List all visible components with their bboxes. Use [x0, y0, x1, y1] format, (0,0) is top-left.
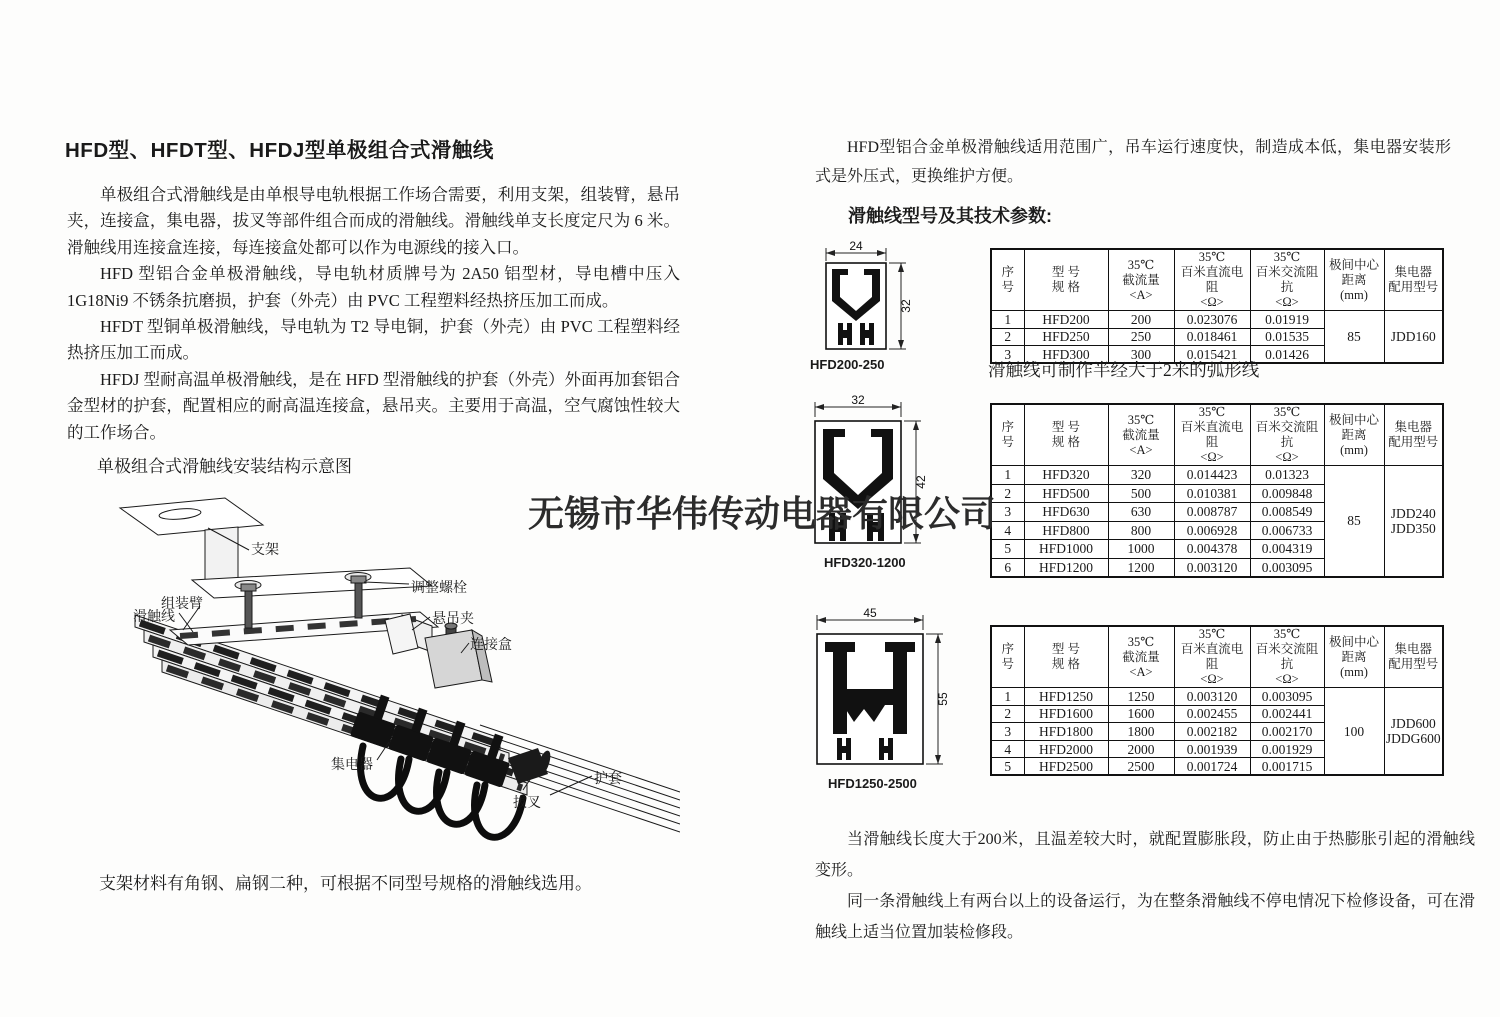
- paragraph: 单极组合式滑触线是由单根导电轨根据工作场合需要，利用支架，组装臂，悬吊夹，连接盒，集电器，拔叉等部件组合而成的滑触线。滑触线单支长度定尺为 6 米。滑触线用连接盒连接，每连接盒处都可以作为电源线的接入口。: [67, 185, 680, 257]
- table-row: [991, 688, 1443, 706]
- table-cell: HFD1800: [1024, 723, 1108, 741]
- table-cell: 0.002441: [1250, 705, 1324, 723]
- table-cell: HFD250: [1024, 328, 1108, 346]
- table-cell: 0.002455: [1174, 705, 1250, 723]
- column-header: 集电器 配用型号: [1384, 626, 1443, 688]
- table-row: [991, 311, 1443, 329]
- column-header: 序 号: [991, 626, 1024, 688]
- column-header: 集电器 配用型号: [1384, 249, 1443, 311]
- table-cell: 0.014423: [1174, 466, 1250, 485]
- profile-caption: HFD200-250: [810, 357, 885, 372]
- collector-model-cell: JDD160: [1384, 311, 1443, 364]
- table-cell: 1: [991, 688, 1024, 706]
- table-cell: HFD300: [1024, 346, 1108, 364]
- spec-table: [990, 248, 1444, 364]
- column-header: 35℃ 截流量 <A>: [1108, 626, 1174, 688]
- table-cell: 0.001939: [1174, 740, 1250, 758]
- label-junction-box: 连接盒: [470, 638, 512, 653]
- table-cell: 2: [991, 705, 1024, 723]
- table-cell: 0.01323: [1250, 466, 1324, 485]
- column-header: 序 号: [991, 404, 1024, 466]
- column-header: 35℃ 百米交流阻抗 <Ω>: [1250, 626, 1324, 688]
- table-cell: HFD800: [1024, 521, 1108, 540]
- column-header: 35℃ 百米交流阻抗 <Ω>: [1250, 249, 1324, 311]
- section-heading: 滑触线型号及其技术参数:: [848, 206, 1052, 226]
- table-cell: HFD200: [1024, 311, 1108, 329]
- table-cell: 0.001929: [1250, 740, 1324, 758]
- label-collector: 集电器: [331, 758, 373, 773]
- table-cell: 1800: [1108, 723, 1174, 741]
- diagram-title: 单极组合式滑触线安装结构示意图: [97, 457, 352, 476]
- table-cell: 1600: [1108, 705, 1174, 723]
- table-cell: 200: [1108, 311, 1174, 329]
- installation-diagram: [80, 480, 680, 910]
- paragraph: HFDJ 型耐高温单极滑触线，是在 HFD 型滑触线的护套（外壳）外面再加套铝合金型材的护套，配置相应的耐高温连接盒，悬吊夹。主要用于高温，空气腐蚀性较大的工作场合。: [67, 369, 680, 442]
- table-cell: 0.009848: [1250, 484, 1324, 503]
- table-cell: 1: [991, 466, 1024, 485]
- column-header: 35℃ 百米直流电阻 <Ω>: [1174, 249, 1250, 311]
- column-header: 极间中心 距离 (mm): [1324, 626, 1384, 688]
- spec-table-hfd200-300: [990, 248, 1444, 364]
- table-cell: 0.001715: [1250, 758, 1324, 776]
- table-cell: 1200: [1108, 558, 1174, 577]
- column-header: 35℃ 百米直流电阻 <Ω>: [1174, 626, 1250, 688]
- table-cell: 4: [991, 521, 1024, 540]
- table-cell: 3: [991, 723, 1024, 741]
- column-header: 序 号: [991, 249, 1024, 311]
- label-support-bracket: 支架: [251, 543, 279, 558]
- spec-table: [990, 403, 1444, 578]
- dim-height: 32: [899, 299, 913, 313]
- table-cell: 0.008549: [1250, 503, 1324, 522]
- table-cell: 2: [991, 328, 1024, 346]
- column-header: 型 号 规 格: [1024, 626, 1108, 688]
- label-fork: 拔叉: [513, 796, 541, 811]
- table-cell: 0.023076: [1174, 311, 1250, 329]
- table-cell: 1: [991, 311, 1024, 329]
- table-cell: 320: [1108, 466, 1174, 485]
- table-cell: 300: [1108, 346, 1174, 364]
- table-cell: HFD1000: [1024, 540, 1108, 559]
- profile-caption: HFD1250-2500: [828, 776, 917, 791]
- profile-caption: HFD320-1200: [824, 555, 906, 570]
- dim-height: 42: [914, 475, 928, 489]
- collector-model-cell: JDD240 JDD350: [1384, 466, 1443, 577]
- right-intro-block: [815, 133, 1451, 191]
- table-cell: 0.01426: [1250, 346, 1324, 364]
- table-cell: 2500: [1108, 758, 1174, 776]
- page-title: HFD型、HFDT型、HFDJ型单极组合式滑触线: [65, 139, 494, 162]
- table-cell: 0.008787: [1174, 503, 1250, 522]
- table-cell: HFD630: [1024, 503, 1108, 522]
- dim-width: 24: [849, 241, 863, 253]
- column-header: 型 号 规 格: [1024, 249, 1108, 311]
- paragraph: 同一条滑触线上有两台以上的设备运行，为在整条滑触线不停电情况下检修设备，可在滑触线上适当位置加装检修段。: [815, 893, 1475, 941]
- table-cell: HFD1250: [1024, 688, 1108, 706]
- table-cell: 630: [1108, 503, 1174, 522]
- table-cell: 0.003120: [1174, 558, 1250, 577]
- table-cell: HFD2000: [1024, 740, 1108, 758]
- profile-drawing-hfd1250-2500: [795, 604, 995, 772]
- table-cell: 1250: [1108, 688, 1174, 706]
- column-header: 集电器 配用型号: [1384, 404, 1443, 466]
- pole-distance-cell: 85: [1324, 311, 1384, 364]
- paragraph: 当滑触线长度大于200米，且温差较大时，就配置膨胀段，防止由于热膨胀引起的滑触线变形。: [815, 831, 1475, 879]
- right-bottom-block: [815, 824, 1475, 948]
- table-row: [991, 466, 1443, 485]
- label-suspension-clamp: 悬吊夹: [432, 612, 474, 627]
- table-cell: 0.003095: [1250, 688, 1324, 706]
- table-cell: HFD500: [1024, 484, 1108, 503]
- table-cell: HFD2500: [1024, 758, 1108, 776]
- spec-table-hfd320-1200: [990, 403, 1444, 578]
- table-cell: 0.002182: [1174, 723, 1250, 741]
- paragraph: HFD 型铝合金单极滑触线，导电轨材质牌号为 2A50 铝型材，导电槽中压入 1G18Ni9 不锈条抗磨损，护套（外壳）由 PVC 工程塑料经热挤压加工而成。: [67, 264, 680, 310]
- table-cell: 0.01919: [1250, 311, 1324, 329]
- table-cell: 0.006733: [1250, 521, 1324, 540]
- table-cell: 800: [1108, 521, 1174, 540]
- table-cell: 0.006928: [1174, 521, 1250, 540]
- arc-note: 滑触线可制作半经大于2米的弧形线: [988, 360, 1260, 380]
- support-material-note: 支架材料有角钢、扁钢二种，可根据不同型号规格的滑触线选用。: [99, 874, 592, 893]
- column-header: 极间中心 距离 (mm): [1324, 249, 1384, 311]
- table-cell: 2000: [1108, 740, 1174, 758]
- table-cell: 0.018461: [1174, 328, 1250, 346]
- company-watermark: 无锡市华伟传动电器有限公司: [528, 494, 997, 534]
- table-cell: 6: [991, 558, 1024, 577]
- table-cell: 5: [991, 758, 1024, 776]
- column-header: 型 号 规 格: [1024, 404, 1108, 466]
- table-cell: 5: [991, 540, 1024, 559]
- spec-table-hfd1250-2500: [990, 625, 1444, 776]
- table-cell: 2: [991, 484, 1024, 503]
- pole-distance-cell: 100: [1324, 688, 1384, 776]
- table-cell: 0.004378: [1174, 540, 1250, 559]
- paragraph: HFD型铝合金单极滑触线适用范围广，吊车运行速度快，制造成本低，集电器安装形式是外压式，更换维护方便。: [815, 139, 1451, 185]
- dim-width: 45: [863, 606, 877, 620]
- table-cell: 3: [991, 346, 1024, 364]
- table-cell: 500: [1108, 484, 1174, 503]
- table-cell: 0.003095: [1250, 558, 1324, 577]
- pole-distance-cell: 85: [1324, 466, 1384, 577]
- label-adjust-bolt: 调整螺栓: [411, 581, 467, 596]
- table-cell: HFD320: [1024, 466, 1108, 485]
- dim-height: 55: [936, 692, 950, 706]
- table-cell: HFD1200: [1024, 558, 1108, 577]
- table-cell: 4: [991, 740, 1024, 758]
- column-header: 35℃ 百米交流阻抗 <Ω>: [1250, 404, 1324, 466]
- table-cell: 0.001724: [1174, 758, 1250, 776]
- paragraph: HFDT 型铜单极滑触线，导电轨为 T2 导电铜，护套（外壳）由 PVC 工程塑料经热挤压加工而成。: [67, 317, 680, 363]
- table-cell: 3: [991, 503, 1024, 522]
- column-header: 35℃ 截流量 <A>: [1108, 249, 1174, 311]
- table-cell: 0.003120: [1174, 688, 1250, 706]
- table-cell: 250: [1108, 328, 1174, 346]
- left-text-block: [67, 182, 680, 446]
- dim-width: 32: [851, 393, 865, 407]
- table-cell: 0.002170: [1250, 723, 1324, 741]
- column-header: 35℃ 截流量 <A>: [1108, 404, 1174, 466]
- column-header: 极间中心 距离 (mm): [1324, 404, 1384, 466]
- table-cell: HFD1600: [1024, 705, 1108, 723]
- table-cell: 0.015421: [1174, 346, 1250, 364]
- collector-model-cell: JDD600 JDDG600: [1384, 688, 1443, 776]
- label-assembly-arm: 组装臂: [161, 597, 203, 612]
- spec-table: [990, 625, 1444, 776]
- table-cell: 0.004319: [1250, 540, 1324, 559]
- label-sheath: 护套: [594, 772, 622, 787]
- profile-drawing-hfd200-250: [798, 241, 978, 359]
- table-cell: 0.010381: [1174, 484, 1250, 503]
- table-cell: 1000: [1108, 540, 1174, 559]
- table-cell: 0.01535: [1250, 328, 1324, 346]
- label-conductor-rail: 滑触线: [133, 610, 175, 625]
- junction-box-part: [425, 623, 492, 688]
- column-header: 35℃ 百米直流电阻 <Ω>: [1174, 404, 1250, 466]
